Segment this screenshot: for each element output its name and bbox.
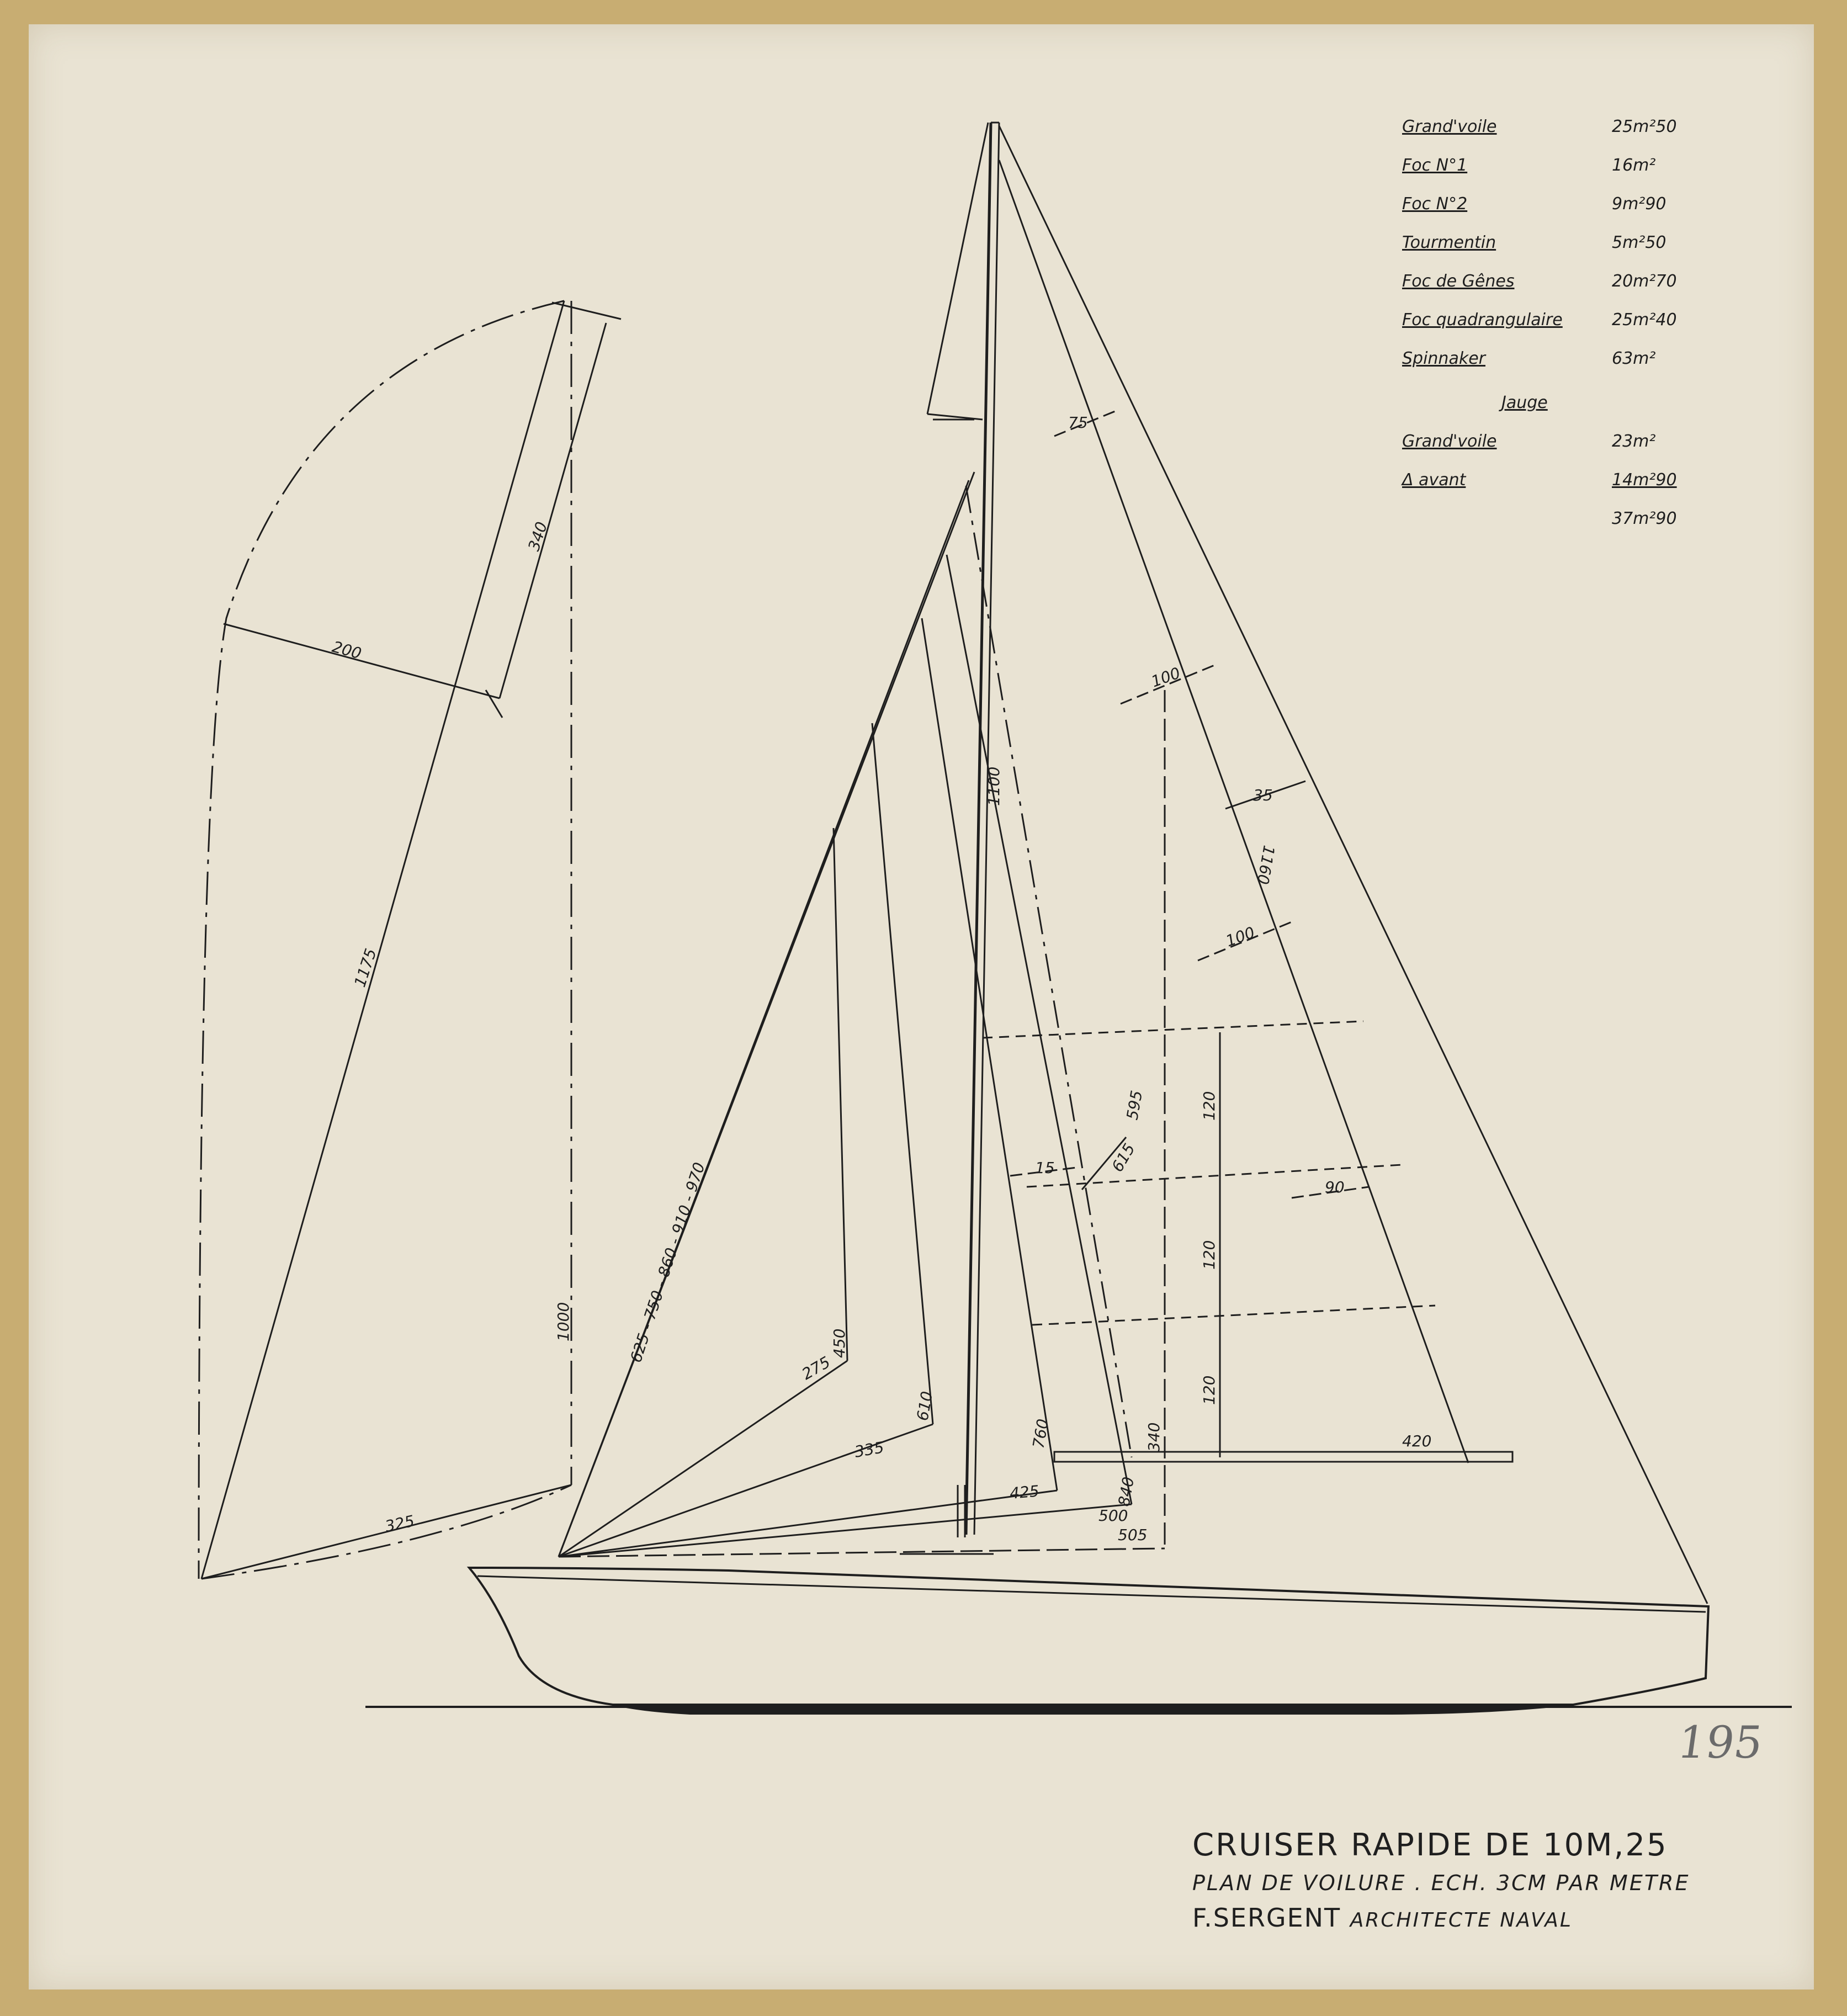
hull-outline <box>469 1568 1708 1705</box>
gauge-label: Δ avant <box>1402 470 1466 490</box>
architect-role: ARCHITECTE NAVAL <box>1350 1909 1573 1932</box>
reef-line-2 <box>1027 1165 1402 1187</box>
drawing-subtitle: PLAN DE VOILURE . ECH. 3CM PAR METRE <box>1192 1871 1690 1895</box>
spinnaker-width-dim <box>224 624 500 698</box>
architect-name: F.SERGENT <box>1192 1903 1341 1933</box>
dim-batten-35: 35 <box>1253 786 1273 804</box>
dim-main-595: 595 <box>1123 1089 1147 1122</box>
dim-jib-425: 425 <box>1009 1482 1040 1503</box>
legend-label: Grand'voile <box>1402 117 1497 136</box>
spinnaker-luff <box>201 301 564 1579</box>
dim-batten-90: 90 <box>1325 1178 1345 1196</box>
title-block <box>1192 1827 1690 1933</box>
gauge-heading: Jauge <box>1501 393 1548 412</box>
legend-label: Tourmentin <box>1402 233 1496 252</box>
dim-jib-450: 450 <box>830 1328 848 1358</box>
legend-label: Foc N°1 <box>1402 156 1468 175</box>
dim-batten-100b: 100 <box>1223 923 1257 951</box>
dim-jib-505: 505 <box>1118 1526 1148 1544</box>
jib-luff-2 <box>559 480 969 1557</box>
dim-mast-1100: 1100 <box>985 766 1003 806</box>
dim-batten-100a: 100 <box>1149 664 1183 691</box>
gauge-value: 14m²90 <box>1612 470 1677 490</box>
dim-jib-610: 610 <box>913 1389 937 1423</box>
hull-keel <box>613 1705 1573 1714</box>
dim-reef-120a: 120 <box>1200 1091 1218 1121</box>
dim-jib-340: 340 <box>1145 1422 1163 1452</box>
spinnaker-upper-dim <box>500 323 606 698</box>
legend-label: Foc quadrangulaire <box>1402 310 1563 330</box>
gauge-value: 23m² <box>1612 432 1656 451</box>
legend-label: Foc de Gênes <box>1402 272 1515 291</box>
legend-value: 25m²40 <box>1612 310 1677 330</box>
gauge-label: Grand'voile <box>1402 432 1497 451</box>
dim-spinnaker-width: 200 <box>330 637 364 663</box>
genoa-leech-dashed <box>966 486 1132 1457</box>
dim-reef-120c: 120 <box>1200 1375 1218 1405</box>
legend-value: 9m²90 <box>1612 194 1666 214</box>
legend-label: Foc N°2 <box>1402 194 1468 214</box>
legend-value: 20m²70 <box>1612 272 1677 291</box>
architect-line <box>1192 1903 1690 1933</box>
jib-foot-3 <box>559 1490 1057 1557</box>
dim-leech-1160: 1160 <box>1253 843 1278 886</box>
dim-jib-luffs: 625 - 750 - 860 - 910 - 970 <box>627 1160 709 1365</box>
dim-boom-420: 420 <box>1402 1432 1432 1450</box>
jib-leech-3 <box>922 618 1057 1490</box>
dim-spinnaker-foot: 325 <box>383 1511 416 1536</box>
dim-main-615: 615 <box>1108 1140 1139 1175</box>
archive-number: 195 <box>1674 1717 1766 1768</box>
dim-jib-760: 760 <box>1029 1417 1053 1450</box>
forestay <box>999 126 1707 1604</box>
jib-leech-2 <box>872 723 933 1424</box>
spinnaker-head-tick <box>552 303 621 319</box>
hull-sheer-line <box>477 1576 1706 1612</box>
dim-main-15: 15 <box>1035 1159 1055 1177</box>
dim-jib-275: 275 <box>799 1352 834 1384</box>
jumper-strut <box>927 123 988 414</box>
dim-reef-120b: 120 <box>1200 1240 1218 1270</box>
dim-jib-840: 840 <box>1114 1475 1138 1508</box>
dim-head-75: 75 <box>1068 413 1088 432</box>
legend-value: 25m²50 <box>1612 117 1677 136</box>
topmast-stay <box>999 160 1468 1463</box>
legend-value: 5m²50 <box>1612 233 1666 252</box>
dim-spinnaker-luff: 1175 <box>351 946 380 990</box>
dim-spinnaker-upper: 340 <box>524 519 551 554</box>
quad-jib-foot-dashed <box>559 1548 1165 1557</box>
dim-jib-335: 335 <box>853 1438 885 1461</box>
jib-leech-1 <box>834 828 847 1361</box>
dim-spinnaker-height: 1000 <box>554 1302 572 1341</box>
dim-jib-500: 500 <box>1098 1506 1128 1525</box>
legend-label: Spinnaker <box>1402 349 1485 368</box>
spinnaker-width-tick <box>486 690 502 718</box>
drawing-title: CRUISER RAPIDE DE 10M,25 <box>1192 1827 1668 1863</box>
genoa-foot <box>559 1504 1132 1557</box>
jib-foot-1 <box>559 1361 847 1557</box>
legend-value: 16m² <box>1612 156 1656 175</box>
gauge-total: 37m²90 <box>1612 509 1677 528</box>
legend-value: 63m² <box>1612 349 1656 368</box>
